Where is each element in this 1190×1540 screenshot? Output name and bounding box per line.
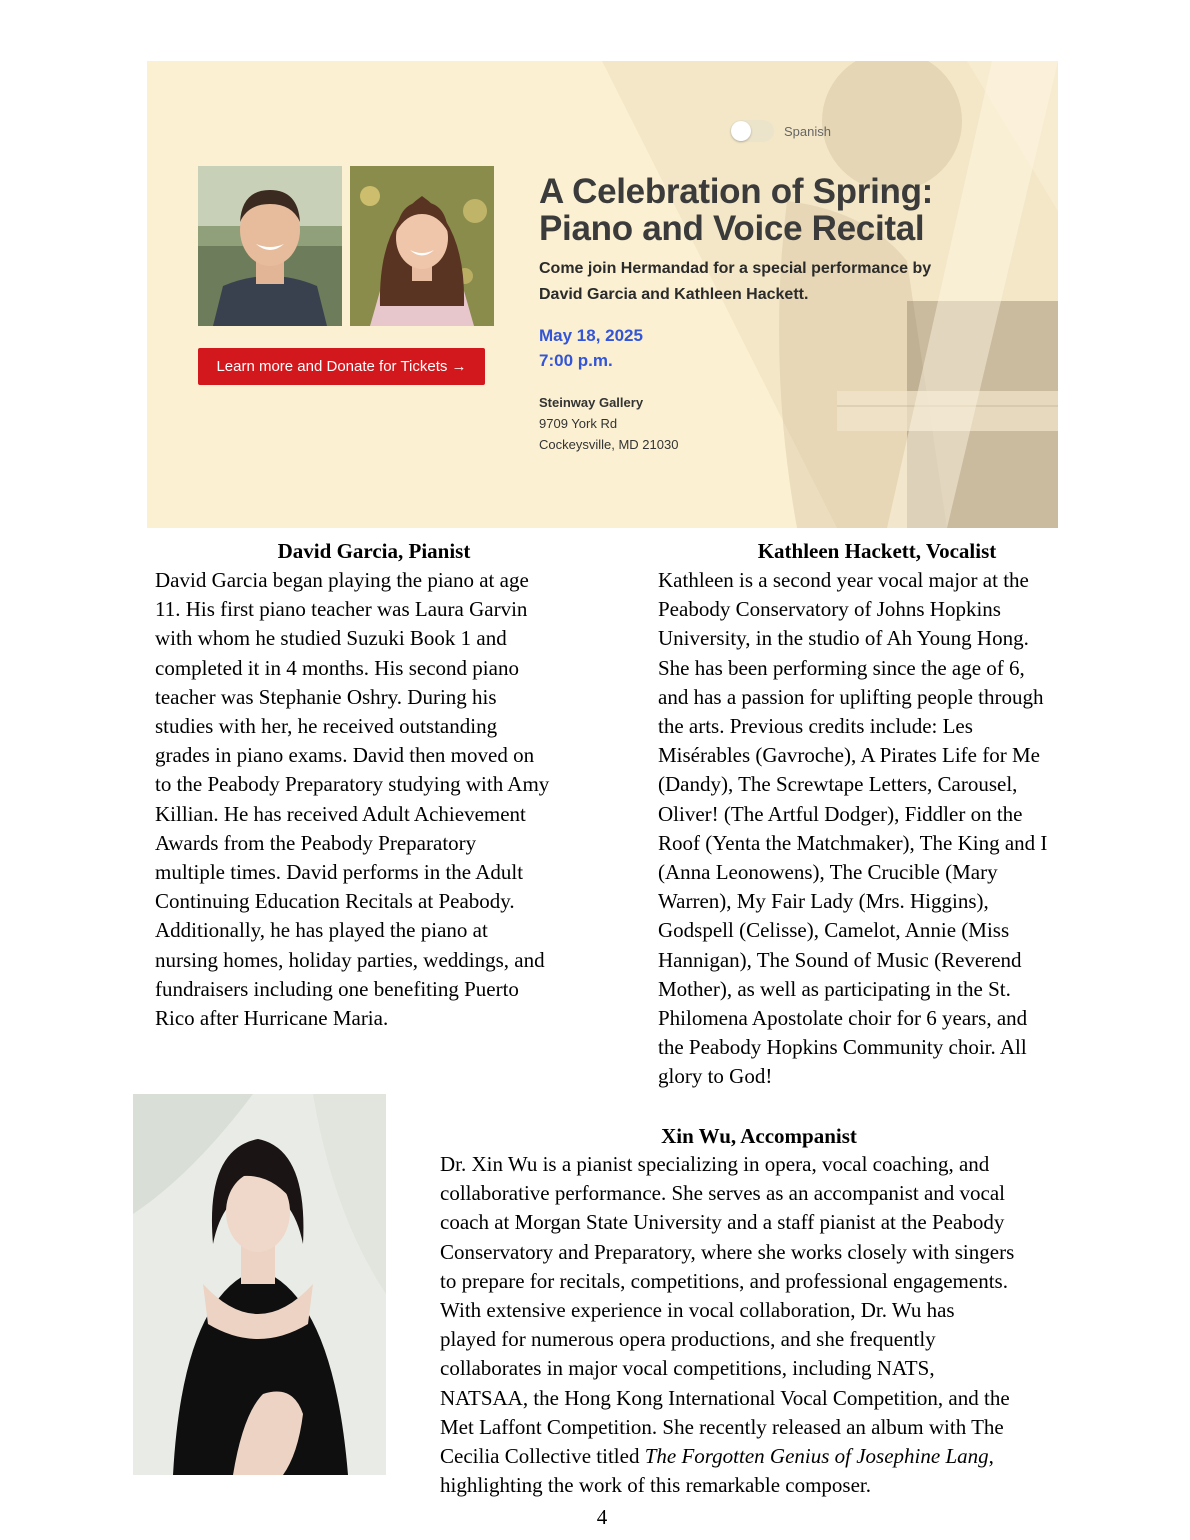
kathleen-bio-text <box>658 566 1047 1092</box>
kathleen-bio-line: University, in the studio of Ah Young Hong. <box>658 626 1029 651</box>
kathleen-bio-line: Kathleen is a second year vocal major at the <box>658 568 1029 592</box>
banner-subtitle <box>539 256 1019 308</box>
event-venue <box>539 392 678 455</box>
david-bio-title: David Garcia, Pianist <box>277 539 471 563</box>
venue-name: Steinway Gallery <box>539 395 644 410</box>
xin-wu-photo <box>133 1094 386 1475</box>
xin-bio-title: Xin Wu, Accompanist <box>661 1124 857 1148</box>
david-bio-line: Additionally, he has played the piano at <box>155 918 488 943</box>
xin-bio-line: played for numerous opera productions, and she frequently <box>440 1327 936 1352</box>
kathleen-bio-title: Kathleen Hackett, Vocalist <box>757 539 997 563</box>
kathleen-bio-line: Oliver! (The Artful Dodger), Fiddler on the <box>658 801 1023 826</box>
toggle-knob[interactable] <box>731 121 751 141</box>
kathleen-bio-line: She has been performing since the age of 6, <box>658 655 1025 680</box>
kathleen-bio-line: Hannigan), The Sound of Music (Reverend <box>658 947 1022 972</box>
language-toggle-label: Spanish <box>784 124 831 139</box>
kathleen-bio-line: the Peabody Hopkins Community choir. All <box>658 1035 1027 1060</box>
kathleen-bio-line: Roof (Yenta the Matchmaker), The King and I <box>658 830 1048 855</box>
xin-bio-line: Conservatory and Preparatory, where she works closely with singers <box>440 1239 1015 1264</box>
kathleen-hackett-photo <box>350 166 494 326</box>
kathleen-bio-line: Mother), as well as participating in the St. <box>658 976 1011 1001</box>
xin-bio-line: to prepare for recitals, competitions, and professional engagements. <box>440 1268 1008 1293</box>
xin-bio-line: coach at Morgan State University and a staff pianist at the Peabody <box>440 1210 1005 1235</box>
david-bio-line: Awards from the Peabody Preparatory <box>155 830 477 855</box>
david-bio-line: nursing homes, holiday parties, weddings, and <box>155 947 545 972</box>
xin-bio-line: Met Laffont Competition. She recently released an album with The <box>440 1414 1004 1439</box>
xin-bio-line-punct: , <box>988 1444 994 1469</box>
xin-bio-line: collaborates in major vocal competitions, including NATS, <box>440 1356 935 1381</box>
album-title: The Forgotten Genius of Josephine Lang <box>644 1444 989 1469</box>
david-bio-line: studies with her, he received outstanding <box>155 714 498 739</box>
kathleen-bio-line: glory to God! <box>658 1064 773 1089</box>
david-bio-line: David Garcia began playing the piano at age <box>155 568 529 592</box>
event-date: May 18, 2025 <box>539 326 643 345</box>
kathleen-bio-line: Peabody Conservatory of Johns Hopkins <box>658 597 1001 622</box>
banner-subtitle-line1: Come join Hermandad for a special performance by <box>539 260 932 277</box>
venue-city: Cockeysville, MD 21030 <box>539 437 679 452</box>
xin-bio-line: With extensive experience in vocal collaboration, Dr. Wu has <box>440 1298 955 1323</box>
david-bio-line: with whom he studied Suzuki Book 1 and <box>155 626 507 651</box>
kathleen-bio-line: Philomena Apostolate choir for 6 years, and <box>658 1006 1028 1031</box>
kathleen-bio-line: the arts. Previous credits include: Les <box>658 714 973 739</box>
xin-bio-line: NATSAA, the Hong Kong International Vocal Competition, and the <box>440 1385 1010 1410</box>
david-bio-line: Continuing Education Recitals at Peabody. <box>155 889 515 914</box>
kathleen-bio-line: and has a passion for uplifting people through <box>658 684 1044 709</box>
kathleen-bio-line: Misérables (Gavroche), A Pirates Life for Me <box>658 743 1040 768</box>
david-bio-line: 11. His first piano teacher was Laura Garvin <box>155 597 528 622</box>
xin-bio-line: highlighting the work of this remarkable composer. <box>440 1473 871 1498</box>
david-bio-line: teacher was Stephanie Oshry. During his <box>155 684 497 709</box>
kathleen-bio-line: (Anna Leonowens), The Crucible (Mary <box>658 860 998 885</box>
banner-title-line2: Piano and Voice Recital <box>539 209 925 248</box>
banner-title <box>539 173 1039 247</box>
david-bio-line: Killian. He has received Adult Achievement <box>155 801 526 826</box>
xin-bio-text <box>440 1150 1014 1500</box>
david-bio-line: multiple times. David performs in the Adult <box>155 860 524 885</box>
kathleen-bio-line: Warren), My Fair Lady (Mrs. Higgins), <box>658 889 989 914</box>
kathleen-bio-line: (Dandy), The Screwtape Letters, Carousel, <box>658 772 1018 797</box>
xin-bio-line-text: Cecilia Collective titled <box>440 1444 645 1469</box>
donate-tickets-button[interactable]: Learn more and Donate for Tickets → <box>198 348 485 385</box>
banner-subtitle-line2: David Garcia and Kathleen Hackett. <box>539 286 809 303</box>
david-bio-line: fundraisers including one benefiting Puerto <box>155 976 519 1001</box>
david-bio-line: completed it in 4 months. His second piano <box>155 655 519 680</box>
xin-bio-line: Dr. Xin Wu is a pianist specializing in opera, vocal coaching, and <box>440 1152 990 1176</box>
david-bio-line: grades in piano exams. David then moved on <box>155 743 535 768</box>
xin-bio-line <box>440 1442 1014 1471</box>
event-banner <box>147 61 1058 528</box>
venue-street: 9709 York Rd <box>539 416 618 431</box>
banner-title-line1: A Celebration of Spring: <box>539 172 934 211</box>
event-datetime <box>539 323 643 373</box>
david-bio-line: Rico after Hurricane Maria. <box>155 1006 389 1031</box>
page-number: 4 <box>596 1505 608 1529</box>
david-bio-text <box>155 566 549 1033</box>
language-toggle[interactable] <box>730 120 774 142</box>
xin-bio-line: collaborative performance. She serves as an accompanist and vocal <box>440 1181 1006 1206</box>
event-time: 7:00 p.m. <box>539 351 613 370</box>
kathleen-bio-line: Godspell (Celisse), Camelot, Annie (Miss <box>658 918 1010 943</box>
david-bio-line: to the Peabody Preparatory studying with Amy <box>155 772 550 797</box>
david-garcia-photo <box>198 166 342 326</box>
